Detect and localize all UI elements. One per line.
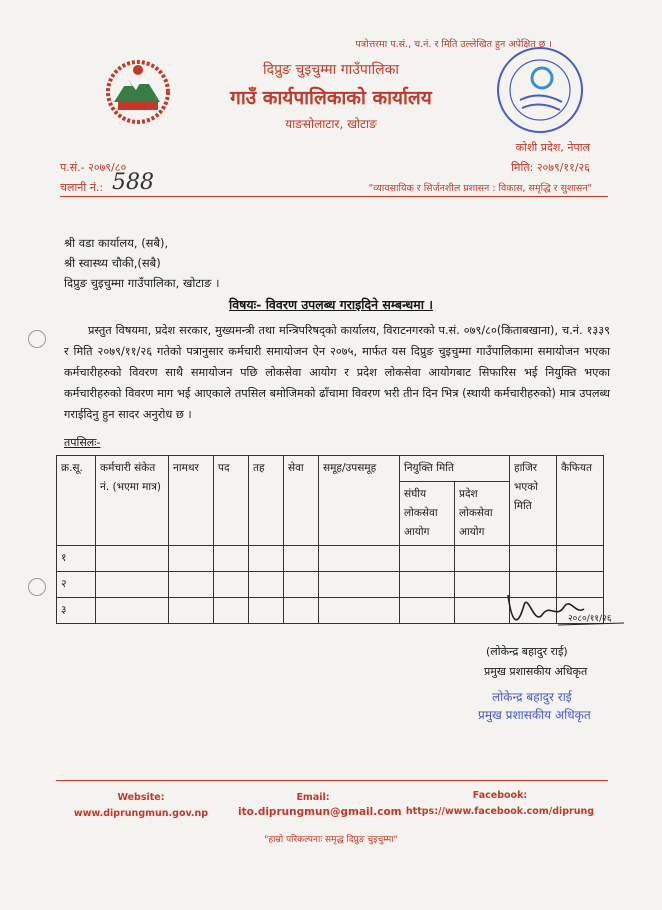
dispatch-label: चलानी नं.: — [60, 181, 104, 194]
row-number: २ — [57, 572, 96, 598]
website-label: Website: — [117, 792, 165, 803]
annex-label: तपसिलः- — [64, 436, 101, 449]
reference-number: प.सं.- २०७९/८० — [60, 161, 127, 174]
col-header-remarks: कैफियत — [557, 456, 604, 546]
province: कोशी प्रदेश, नेपाल — [515, 141, 590, 154]
addressee-2: श्री स्वास्थ्य चौकी,(सबै) — [64, 256, 161, 270]
website-link[interactable]: www.diprungmun.gov.np — [73, 808, 209, 819]
municipality-name: दिप्रुङ चुइचुम्मा गाउँपालिका — [263, 62, 399, 78]
stamp-signatory-title: प्रमुख प्रशासकीय अधिकृत — [478, 708, 591, 722]
punch-hole — [28, 578, 46, 596]
col-header-appointment: नियुक्ति मिति — [400, 456, 510, 482]
office-title: गाउँ कार्यपालिकाको कार्यालय — [230, 87, 432, 109]
stamp-signatory-name: लोकेन्द्र बहादुर राई — [492, 690, 572, 704]
table-row — [57, 546, 604, 572]
addressee-3: दिप्रुङ चुइचुम्मा गाउँपालिका, खोटाङ । — [64, 276, 220, 290]
reply-instruction-note: पत्रोत्तरमा प.सं., च.नं. र मिति उल्लेखित हुन अपेक्षित छ । — [355, 39, 552, 50]
col-header-level: तह — [249, 456, 284, 546]
email-link[interactable]: ito.diprungmun@gmail.com — [238, 806, 402, 818]
signatory-name: (लोकेन्द्र बहादुर राई) — [486, 645, 568, 658]
col-header-sn: क्र.सू. — [57, 456, 96, 546]
col-header-name: नामथर — [169, 456, 214, 546]
facebook-link[interactable]: https://www.facebook.com/diprung — [405, 806, 595, 817]
footer-motto: "हाम्रो परिकल्पनाः समृद्ध दिप्रुङ चुइचुम्मा" — [264, 835, 398, 845]
col-header-staff-code: कर्मचारी संकेत नं. (भएमा मात्र) — [96, 456, 169, 546]
row-number: ३ — [57, 598, 96, 624]
signature-date: २०८०/११/२६ — [568, 614, 612, 624]
col-header-post: पद — [214, 456, 249, 546]
letter-subject: विषयः- विवरण उपलब्ध गराइदिने सम्बन्धमा । — [228, 297, 434, 312]
row-number: १ — [57, 546, 96, 572]
facebook-label: Facebook: — [472, 790, 528, 801]
letter-body: प्रस्तुत विषयमा, प्रदेश सरकार, मुख्यमन्त्री तथा मन्त्रिपरिषद्को कार्यालय, विराटनगरको प.सं. ०७९/८०(किताबखाना), च.नं. १३३९ र मिति २०७९/११/२६ गतेको पत्रानुसार कर्मचारी समायोजन ऐन २०७५, मार्फत यस दिप्रुङ चुइचुम्मा गाउँपालिकामा समायोजन भएका कर्मचारीहरुको विवरण साथै समायोजन पछि लोकसेवा आयोग र प्रदेश लोकसेवा आयोगबाट सिफारिस भई नियुक्ति भएका कर्मचारीहरुको विवरण माग भई आएकाले तपसिल बमोजिमको ढाँचामा विवरण भरी तीन दिन भित्र (स्थायी कर्मचारीहरुको) मात्र उपलब्ध गराईदिनु हुन सादर अनुरोध छ । — [64, 324, 610, 421]
col-header-service: सेवा — [284, 456, 319, 546]
signatory-title: प्रमुख प्रशासकीय अधिकृत — [484, 665, 588, 678]
office-location: याङसोलाटार, खोटाङ — [285, 117, 377, 131]
office-seal-icon — [490, 40, 590, 140]
punch-hole — [28, 330, 46, 348]
col-header-group: समूह/उपसमूह — [319, 456, 400, 546]
addressee-1: श्री वडा कार्यालय, (सबै), — [64, 236, 169, 250]
slogan: "व्यावसायिक र सिर्जनशील प्रशासन : विकास, समृद्धि र सुशासन" — [368, 183, 592, 194]
col-header-provincial-psc: प्रदेश लोकसेवा आयोग — [455, 482, 510, 546]
header-divider — [60, 196, 608, 197]
email-label: Email: — [296, 792, 330, 803]
col-header-join-date: हाजिर भएको मिति — [510, 456, 557, 546]
footer-divider — [56, 780, 608, 781]
dispatch-number-handwritten: 588 — [112, 170, 154, 195]
signature-scribble — [498, 585, 628, 635]
col-header-federal-psc: संघीय लोकसेवा आयोग — [400, 482, 455, 546]
letter-date: मिति: २०७९/११/२६ — [511, 161, 590, 174]
